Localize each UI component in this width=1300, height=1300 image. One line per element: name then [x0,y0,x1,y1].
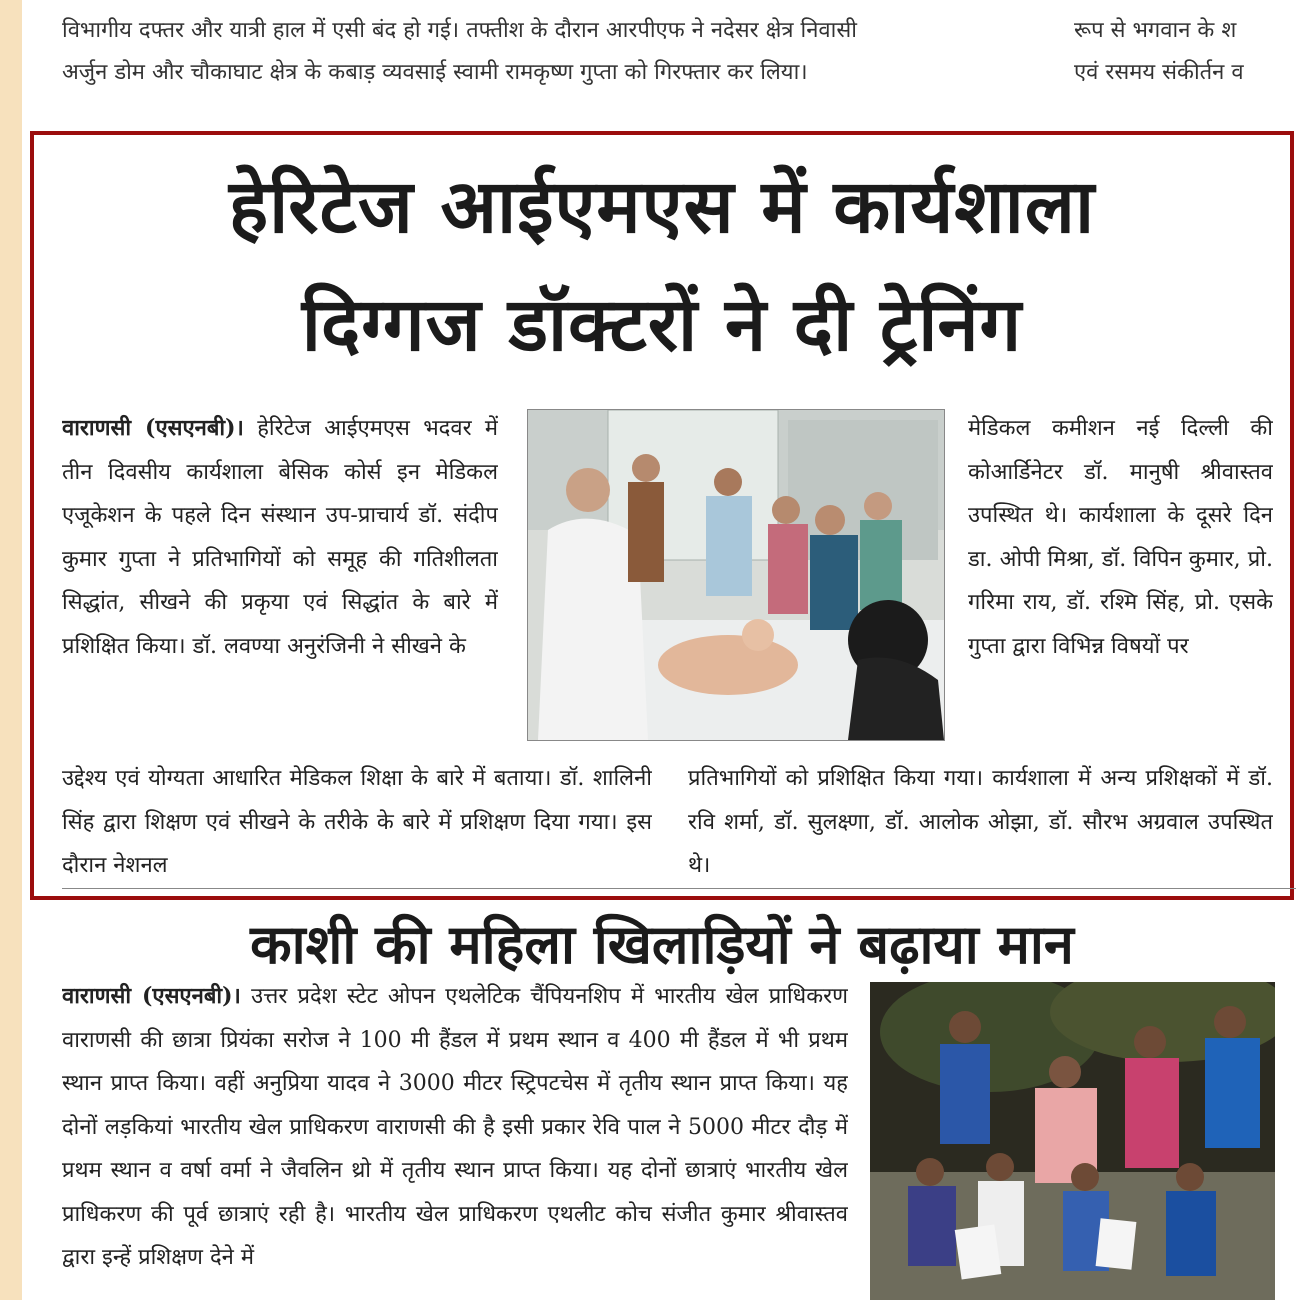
article-column-1 [62,407,498,757]
athletes-photo-image [870,982,1275,1300]
workshop-photo-image [528,410,944,740]
article-column-3: मेडिकल कमीशन नई दिल्ली की कोआर्डिनेटर डॉ. मानुषी श्रीवास्तव उपस्थित थे। कार्यशाला के दूसरे दिन डा. ओपी मिश्रा, डॉ. विपिन कुमार, प्रो. गरिमा राय, डॉ. रश्मि सिंह, प्रो. एसके गुप्ता द्वारा विभिन्न विषयों पर [968,416,1273,659]
text-line: रूप से भगवान के श [1074,18,1237,43]
dateline: वाराणसी (एसएनबी)। [62,983,241,1009]
workshop-photo [527,409,945,741]
article-bottom-left-column: उद्देश्य एवं योग्यता आधारित मेडिकल शिक्षा के बारे में बताया। डॉ. शालिनी सिंह द्वारा शिक्षण एवं सीखने के तरीके के बारे में प्रशिक्षण दिया गया। इस दौरान नेशनल [62,766,652,878]
previous-article-column-1 [62,10,1037,94]
text-line: अर्जुन डोम और चौकाघाट क्षेत्र के कबाड़ व्यवसाई स्वामी रामकृष्ण गुप्ता को गिरफ्तार कर लिया। [62,60,808,85]
previous-article-tail [24,0,1300,120]
athletes-article-body [62,975,848,1300]
article-headline-line-1: हेरिटेज आईएमएस में कार्यशाला [228,164,1096,250]
athletes-article-headline: काशी की महिला खिलाड़ियों ने बढ़ाया मान [250,913,1074,976]
article-bottom-right-column: प्रतिभागियों को प्रशिक्षित किया गया। कार्यशाला में अन्य प्रशिक्षकों में डॉ. रवि शर्मा, डॉ. सुलक्ष्णा, डॉ. आलोक ओझा, डॉ. सौरभ अग्रवाल उपस्थित थे। [688,766,1273,878]
column-text: हेरिटेज आईएमएस भदवर में तीन दिवसीय कार्यशाला बेसिक कोर्स इन मेडिकल एजूकेशन के पहले दिन संस्थान उप-प्राचार्य डॉ. संदीप कुमार गुप्ता ने प्रतिभागियों को समूह की गतिशीलता सिद्धांत, सीखने की प्रकृया एवं सिद्धांत के बारे में प्रशिक्षित किया। डॉ. लवण्या अनुरंजिनी ने सीखने के [62,416,498,659]
dateline: वाराणसी (एसएनबी)। [62,415,244,441]
page-margin-strip [0,0,22,1300]
body-text: उत्तर प्रदेश स्टेट ओपन एथलेटिक चैंपियनशिप में भारतीय खेल प्राधिकरण वाराणसी की छात्रा प्रियंका सरोज ने 100 मी हैंडल में प्रथम स्थान व 400 मी हैंडल में भी प्रथम स्थान प्राप्त किया। वहीं अनुप्रिया यादव ने 3000 मीटर स्ट्रिपटचेस में तृतीय स्थान प्राप्त किया। यह दोनों लड़कियां भारतीय खेल प्राधिकरण वाराणसी की है इसी प्रकार रेवि पाल ने 5000 मीटर दौड़ में प्रथम स्थान व वर्षा वर्मा ने जैवलिन थ्रो में तृतीय स्थान प्राप्त किया। यह दोनों छात्राएं भारतीय खेल प्राधिकरण की पूर्व छात्राएं रही है। भारतीय खेल प्राधिकरण एथलीट कोच संजीत कुमार श्रीवास्तव द्वारा इन्हें प्रशिक्षण देने में [62,984,848,1270]
article-divider [62,888,1296,889]
athletes-photo [870,982,1275,1300]
workshop-article [30,131,1294,900]
previous-article-column-2 [1074,10,1300,94]
text-line: एवं रसमय संकीर्तन व [1074,60,1244,85]
text-line: विभागीय दफ्तर और यात्री हाल में एसी बंद हो गई। तफ्तीश के दौरान आरपीएफ ने नदेसर क्षेत्र निवासी [62,18,857,43]
article-headline-line-2: दिग्गज डॉक्टरों ने दी ट्रेनिंग [301,282,1023,368]
